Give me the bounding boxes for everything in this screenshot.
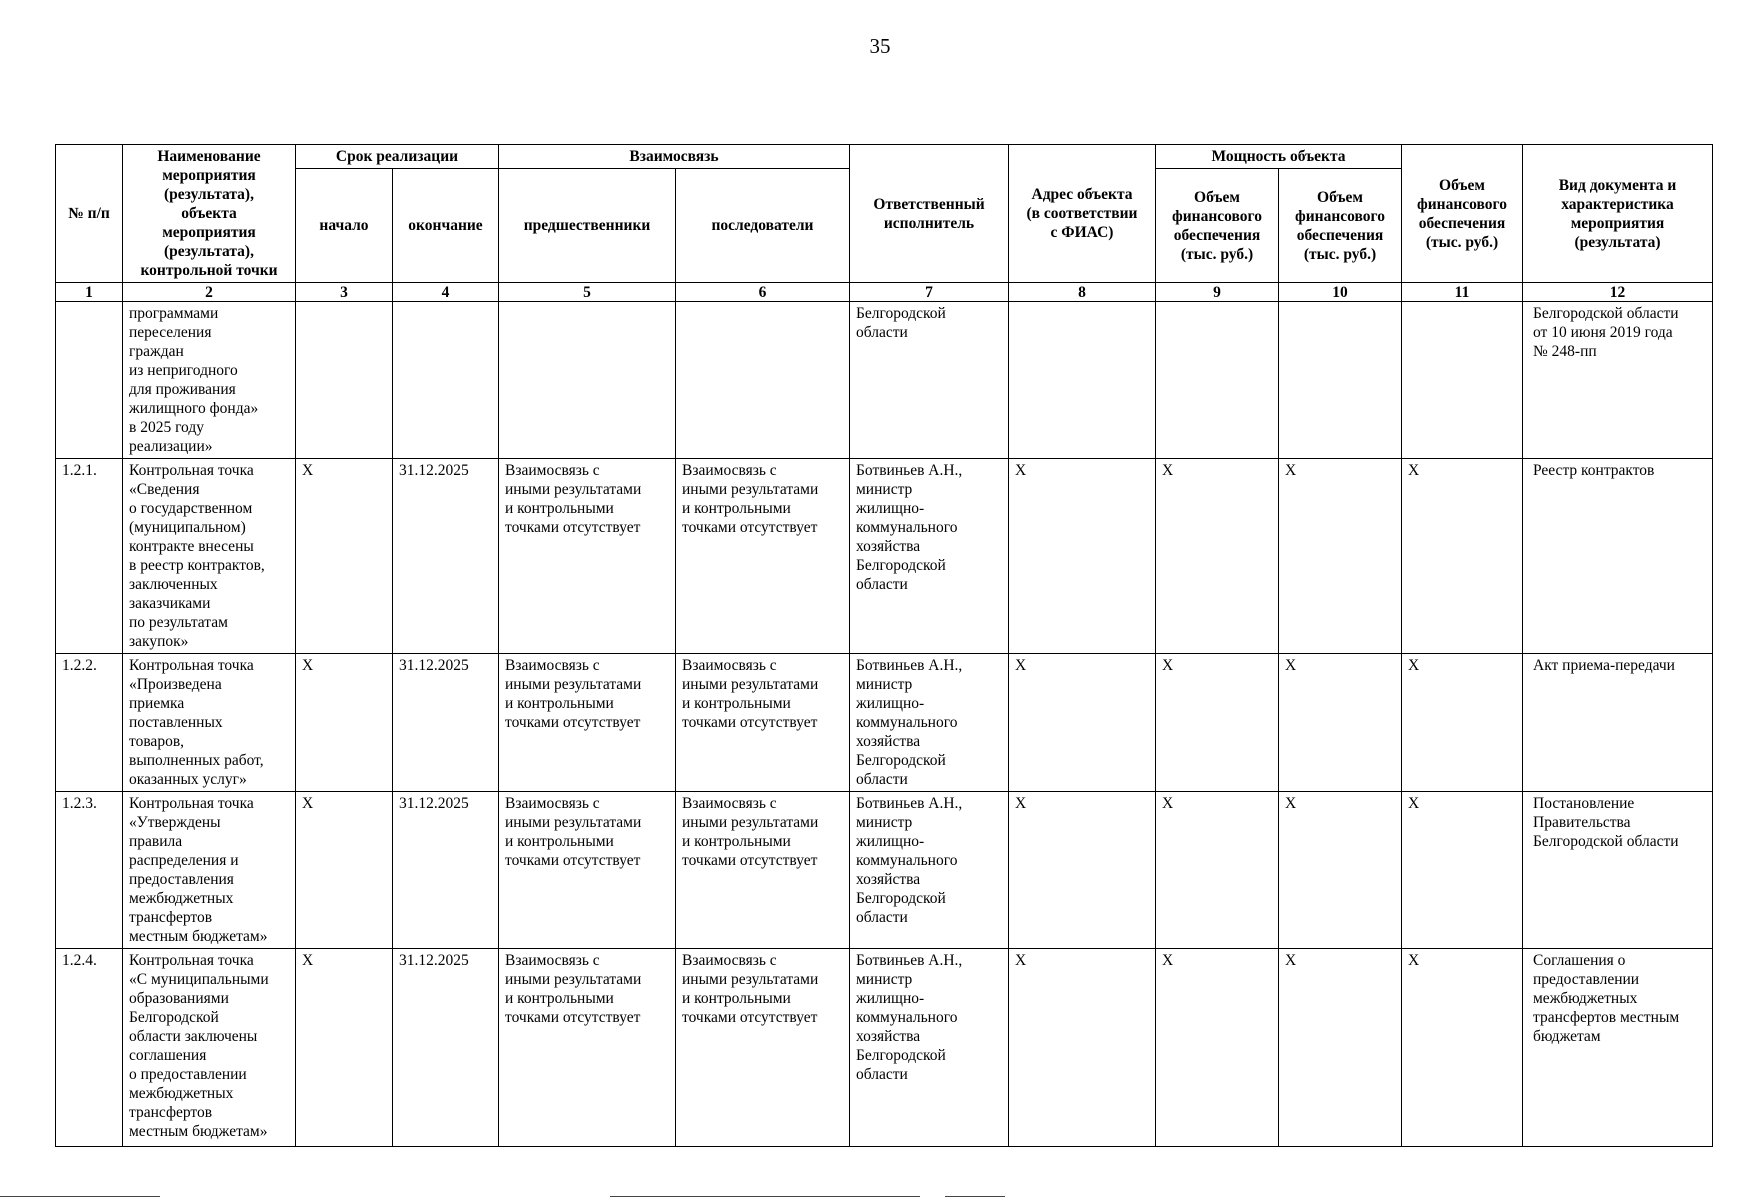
column-number: 1 — [56, 283, 123, 302]
text-line: иными результатами — [505, 676, 642, 693]
column-number: 10 — [1279, 283, 1402, 302]
row-name — [123, 654, 296, 792]
header-capacity-a — [1156, 169, 1279, 283]
text-line: и контрольными — [505, 695, 614, 712]
row-capacity-b: X — [1279, 459, 1402, 654]
text-line: предоставлении — [1533, 971, 1640, 988]
text-line: программами — [129, 305, 219, 322]
text-line: в 2025 году — [129, 419, 204, 436]
text-line: контракте внесены — [129, 538, 254, 555]
text-line: области — [856, 576, 908, 593]
text-line: иными результатами — [682, 814, 819, 831]
text-line: точками отсутствует — [682, 852, 818, 869]
column-number: 3 — [296, 283, 393, 302]
column-number: 2 — [123, 283, 296, 302]
table-row — [56, 302, 1713, 459]
row-name — [123, 949, 296, 1147]
text-line: для проживания — [129, 381, 236, 398]
text-line: Объем — [1194, 188, 1240, 206]
header-links: Взаимосвязь — [499, 145, 850, 169]
text-line: и контрольными — [505, 833, 614, 850]
text-line: точками отсутствует — [682, 714, 818, 731]
text-line: обеспечения — [1173, 226, 1261, 244]
text-line: и контрольными — [682, 990, 791, 1007]
row-executor — [850, 302, 1009, 459]
text-line: соглашения — [129, 1047, 207, 1064]
row-executor — [850, 949, 1009, 1147]
text-line: исполнитель — [883, 214, 975, 232]
text-line: реализации» — [129, 438, 213, 455]
row-successors — [676, 949, 850, 1147]
row-number: 1.2.1. — [56, 459, 123, 654]
text-line: точками отсутствует — [505, 519, 641, 536]
text-line: точками отсутствует — [505, 852, 641, 869]
header-address — [1009, 145, 1156, 283]
footer-rule — [610, 1196, 920, 1197]
row-number: 1.2.3. — [56, 792, 123, 949]
text-line: Взаимосвязь с — [682, 952, 777, 969]
text-line: «С муниципальными — [129, 971, 269, 988]
text-line: Белгородской области — [1533, 833, 1679, 850]
column-number: 5 — [499, 283, 676, 302]
row-capacity-b: X — [1279, 654, 1402, 792]
text-line: области — [856, 1066, 908, 1083]
row-finance: X — [1402, 792, 1523, 949]
text-line: и контрольными — [505, 500, 614, 517]
text-line: Контрольная точка — [129, 657, 254, 674]
row-name — [123, 302, 296, 459]
text-line: правила — [129, 833, 183, 850]
text-line: иными результатами — [682, 971, 819, 988]
text-line: жилищно- — [856, 500, 925, 517]
row-document — [1523, 459, 1713, 654]
column-number: 8 — [1009, 283, 1156, 302]
text-line: (результата), — [164, 186, 254, 203]
text-line: коммунального — [856, 714, 958, 731]
text-line: хозяйства — [856, 1028, 921, 1045]
text-line: министр — [856, 971, 913, 988]
text-line: Объем — [1317, 188, 1363, 206]
row-predecessors — [499, 949, 676, 1147]
text-line: (результата), — [164, 243, 254, 260]
text-line: и контрольными — [682, 695, 791, 712]
text-line: приемка — [129, 695, 185, 712]
header-name — [123, 145, 296, 283]
row-capacity-b: X — [1279, 949, 1402, 1147]
row-predecessors — [499, 654, 676, 792]
text-line: по результатам — [129, 614, 228, 631]
text-line: Контрольная точка — [129, 795, 254, 812]
footer-rule — [945, 1196, 1005, 1197]
text-line: межбюджетных — [129, 1085, 234, 1102]
text-line: министр — [856, 481, 913, 498]
header-doc — [1523, 145, 1713, 283]
row-address: X — [1009, 654, 1156, 792]
text-line: мероприятия — [1570, 214, 1665, 232]
text-line: коммунального — [856, 852, 958, 869]
row-start: X — [296, 654, 393, 792]
row-successors — [676, 302, 850, 459]
text-line: бюджетам — [1533, 1028, 1601, 1045]
table-row — [56, 654, 1713, 792]
table-row — [56, 459, 1713, 654]
text-line: Соглашения о — [1533, 952, 1626, 969]
text-line: заключенных — [129, 576, 218, 593]
row-capacity-a — [1156, 302, 1279, 459]
text-line: от 10 июня 2019 года — [1533, 324, 1673, 341]
text-line: переселения — [129, 324, 212, 341]
header-start: начало — [296, 169, 393, 283]
text-line: поставленных — [129, 714, 223, 731]
text-line: из непригодного — [129, 362, 238, 379]
row-address: X — [1009, 792, 1156, 949]
row-predecessors — [499, 302, 676, 459]
row-number: 1.2.2. — [56, 654, 123, 792]
header-capacity-b — [1279, 169, 1402, 283]
text-line: финансового — [1172, 207, 1262, 225]
text-line: местным бюджетам» — [129, 1123, 268, 1140]
text-line: распределения и — [129, 852, 239, 869]
row-successors — [676, 654, 850, 792]
text-line: (результата) — [1574, 233, 1661, 251]
text-line: (тыс. руб.) — [1425, 233, 1499, 251]
footer-rule — [0, 1196, 160, 1197]
text-line: Белгородской — [129, 1009, 219, 1026]
text-line: области — [856, 324, 908, 341]
row-finance: X — [1402, 654, 1523, 792]
row-end: 31.12.2025 — [393, 949, 499, 1147]
column-number: 4 — [393, 283, 499, 302]
text-line: объекта — [181, 205, 237, 222]
row-name — [123, 792, 296, 949]
text-line: образованиями — [129, 990, 229, 1007]
row-number — [56, 302, 123, 459]
text-line: и контрольными — [682, 833, 791, 850]
text-line: Взаимосвязь с — [682, 657, 777, 674]
text-line: финансового — [1417, 195, 1507, 213]
text-line: точками отсутствует — [505, 1009, 641, 1026]
row-capacity-a: X — [1156, 949, 1279, 1147]
page-number: 35 — [869, 34, 891, 58]
text-line: трансфертов местным — [1533, 1009, 1680, 1026]
text-line: заказчиками — [129, 595, 211, 612]
text-line: точками отсутствует — [682, 519, 818, 536]
text-line: иными результатами — [505, 971, 642, 988]
text-line: закупок» — [129, 633, 189, 650]
text-line: Акт приема-передачи — [1533, 657, 1675, 674]
text-line: Белгородской — [856, 890, 946, 907]
text-line: Белгородской области — [1533, 305, 1679, 322]
text-line: иными результатами — [505, 481, 642, 498]
row-finance: X — [1402, 949, 1523, 1147]
text-line: коммунального — [856, 1009, 958, 1026]
text-line: «Сведения — [129, 481, 200, 498]
row-end: 31.12.2025 — [393, 792, 499, 949]
header-num: № п/п — [56, 145, 123, 283]
text-line: «Утверждены — [129, 814, 221, 831]
row-finance: X — [1402, 459, 1523, 654]
column-number-row — [56, 283, 1713, 302]
text-line: обеспечения — [1296, 226, 1384, 244]
text-line: жилищно- — [856, 833, 925, 850]
text-line: межбюджетных — [129, 890, 234, 907]
text-line: Белгородской — [856, 557, 946, 574]
text-line: Белгородской — [856, 305, 946, 322]
text-line: Контрольная точка — [129, 952, 254, 969]
text-line: иными результатами — [682, 676, 819, 693]
text-line: обеспечения — [1418, 214, 1506, 232]
column-number: 11 — [1402, 283, 1523, 302]
text-line: Адрес объекта — [1031, 186, 1133, 203]
text-line: хозяйства — [856, 733, 921, 750]
text-line: Взаимосвязь с — [505, 462, 600, 479]
column-number: 7 — [850, 283, 1009, 302]
row-address: X — [1009, 459, 1156, 654]
text-line: Ответственный — [873, 195, 985, 213]
text-line: иными результатами — [682, 481, 819, 498]
text-line: области заключены — [129, 1028, 258, 1045]
text-line: оказанных услуг» — [129, 771, 247, 788]
text-line: (в соответствии — [1026, 205, 1138, 222]
text-line: хозяйства — [856, 538, 921, 555]
header-predecessors: предшественники — [499, 169, 676, 283]
text-line: Контрольная точка — [129, 462, 254, 479]
text-line: Взаимосвязь с — [505, 795, 600, 812]
text-line: (муниципальном) — [129, 519, 246, 536]
text-line: «Произведена — [129, 676, 222, 693]
row-end — [393, 302, 499, 459]
row-capacity-b — [1279, 302, 1402, 459]
text-line: Реестр контрактов — [1533, 462, 1655, 479]
text-line: Постановление — [1533, 795, 1635, 812]
text-line: выполненных работ, — [129, 752, 264, 769]
text-line: иными результатами — [505, 814, 642, 831]
table-row — [56, 792, 1713, 949]
text-line: товаров, — [129, 733, 185, 750]
row-document — [1523, 302, 1713, 459]
header-capacity: Мощность объекта — [1156, 145, 1402, 169]
plan-table — [55, 144, 1713, 1147]
row-successors — [676, 792, 850, 949]
text-line: Взаимосвязь с — [682, 795, 777, 812]
row-executor — [850, 792, 1009, 949]
row-address — [1009, 302, 1156, 459]
text-line: местным бюджетам» — [129, 928, 268, 945]
text-line: хозяйства — [856, 871, 921, 888]
text-line: области — [856, 771, 908, 788]
text-line: Вид документа и — [1558, 176, 1677, 194]
column-number: 6 — [676, 283, 850, 302]
row-number: 1.2.4. — [56, 949, 123, 1147]
text-line: коммунального — [856, 519, 958, 536]
row-start — [296, 302, 393, 459]
text-line: Взаимосвязь с — [505, 952, 600, 969]
text-line: и контрольными — [505, 990, 614, 1007]
text-line: Белгородской — [856, 1047, 946, 1064]
row-capacity-a: X — [1156, 654, 1279, 792]
text-line: точками отсутствует — [505, 714, 641, 731]
text-line: в реестр контрактов, — [129, 557, 265, 574]
text-line: Взаимосвязь с — [682, 462, 777, 479]
text-line: граждан — [129, 343, 184, 360]
row-start: X — [296, 949, 393, 1147]
text-line: о предоставлении — [129, 1066, 247, 1083]
text-line: (тыс. руб.) — [1303, 245, 1377, 263]
text-line: трансфертов — [129, 909, 213, 926]
text-line: Ботвиньев А.Н., — [856, 657, 963, 674]
text-line: министр — [856, 676, 913, 693]
table-row — [56, 949, 1713, 1147]
row-executor — [850, 459, 1009, 654]
text-line: межбюджетных — [1533, 990, 1638, 1007]
column-number: 9 — [1156, 283, 1279, 302]
row-successors — [676, 459, 850, 654]
row-predecessors — [499, 792, 676, 949]
text-line: точками отсутствует — [682, 1009, 818, 1026]
text-line: жилищно- — [856, 695, 925, 712]
header-finance — [1402, 145, 1523, 283]
text-line: контрольной точки — [140, 262, 278, 279]
row-capacity-a: X — [1156, 459, 1279, 654]
row-predecessors — [499, 459, 676, 654]
text-line: трансфертов — [129, 1104, 213, 1121]
text-line: № 248-пп — [1533, 343, 1597, 360]
row-end: 31.12.2025 — [393, 654, 499, 792]
text-line: о государственном — [129, 500, 253, 517]
text-line: Взаимосвязь с — [505, 657, 600, 674]
text-line: мероприятия — [162, 167, 256, 184]
text-line: жилищного фонда» — [129, 400, 259, 417]
text-line: характеристика — [1561, 195, 1674, 213]
row-start: X — [296, 459, 393, 654]
text-line: предоставления — [129, 871, 234, 888]
header-period: Срок реализации — [296, 145, 499, 169]
text-line: и контрольными — [682, 500, 791, 517]
text-line: Наименование — [157, 148, 261, 165]
text-line: Ботвиньев А.Н., — [856, 952, 963, 969]
row-end: 31.12.2025 — [393, 459, 499, 654]
text-line: жилищно- — [856, 990, 925, 1007]
row-name — [123, 459, 296, 654]
text-line: Ботвиньев А.Н., — [856, 462, 963, 479]
row-address: X — [1009, 949, 1156, 1147]
text-line: области — [856, 909, 908, 926]
column-number: 12 — [1523, 283, 1713, 302]
row-document — [1523, 654, 1713, 792]
header-successors: последователи — [676, 169, 850, 283]
text-line: министр — [856, 814, 913, 831]
row-start: X — [296, 792, 393, 949]
text-line: Белгородской — [856, 752, 946, 769]
text-line: Объем — [1439, 176, 1485, 194]
text-line: с ФИАС) — [1050, 224, 1114, 241]
text-line: Правительства — [1533, 814, 1631, 831]
text-line: финансового — [1295, 207, 1385, 225]
header-executor — [850, 145, 1009, 283]
row-finance — [1402, 302, 1523, 459]
text-line: Ботвиньев А.Н., — [856, 795, 963, 812]
header-end: окончание — [393, 169, 499, 283]
row-executor — [850, 654, 1009, 792]
text-line: (тыс. руб.) — [1180, 245, 1254, 263]
header-row — [56, 145, 1713, 169]
row-document — [1523, 792, 1713, 949]
text-line: мероприятия — [162, 224, 256, 241]
row-document — [1523, 949, 1713, 1147]
row-capacity-b: X — [1279, 792, 1402, 949]
row-capacity-a: X — [1156, 792, 1279, 949]
